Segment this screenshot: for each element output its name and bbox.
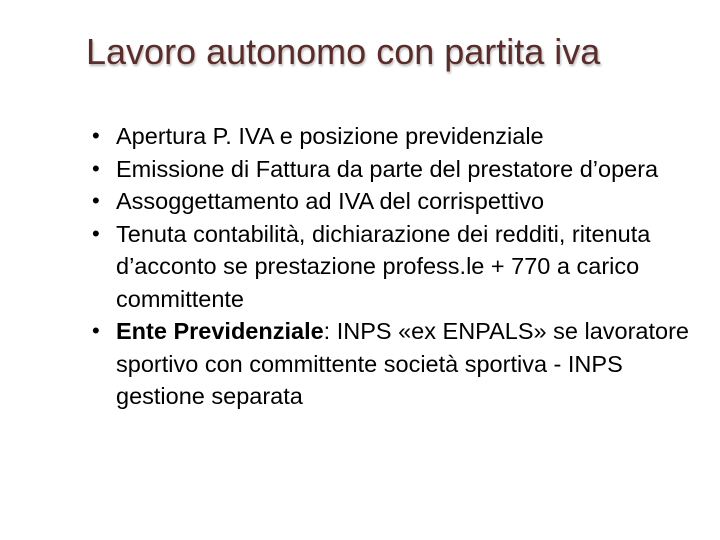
list-item	[92, 153, 704, 186]
bullet-list	[92, 120, 704, 413]
bullet-icon: •	[92, 318, 100, 343]
slide-title: Lavoro autonomo con partita iva	[86, 31, 601, 72]
list-item	[92, 120, 704, 153]
bullet-bold-text: Ente Previdenziale	[116, 318, 324, 344]
list-item	[92, 218, 704, 316]
list-item	[92, 185, 704, 218]
bullet-text: Tenuta contabilità, dichiarazione dei redditi, ritenuta d’acconto se prestazione profess.le + 770 a carico committente	[116, 220, 651, 312]
bullet-icon: •	[92, 123, 100, 148]
bullet-text: Apertura P. IVA e posizione previdenziale	[116, 123, 544, 149]
bullet-text: Assoggettamento ad IVA del corrispettivo	[116, 188, 545, 214]
list-item	[92, 315, 704, 413]
bullet-text: Emissione di Fattura da parte del prestatore d’opera	[116, 155, 659, 182]
bullet-icon: •	[92, 155, 100, 181]
bullet-icon: •	[92, 220, 100, 246]
bullet-icon: •	[92, 188, 100, 213]
bullet-text: : INPS «ex ENPALS» se lavoratore sportivo con committente società sportiva - INPS gestione separata	[116, 318, 689, 409]
